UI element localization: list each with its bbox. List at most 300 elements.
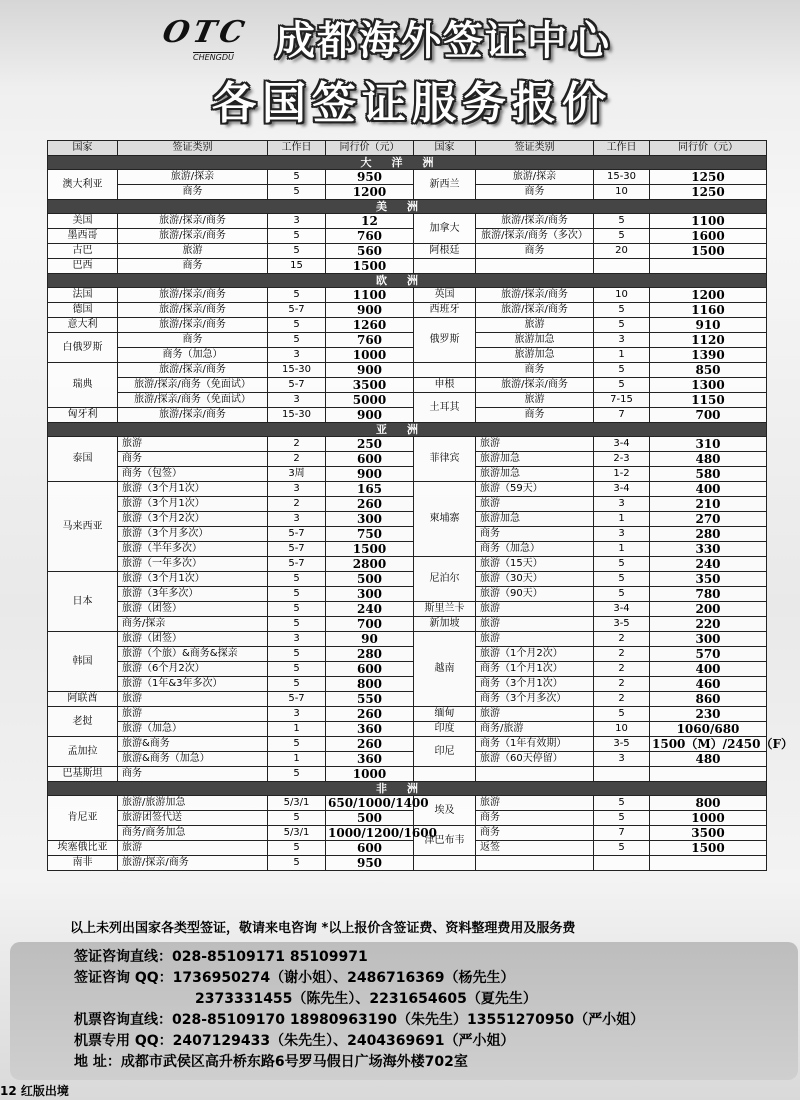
price-cell: 500 [326, 572, 414, 587]
country-cell: 美国 [48, 214, 118, 229]
visa-type-cell: 商务 [118, 452, 268, 467]
table-row [48, 796, 767, 811]
country-cell [414, 259, 476, 274]
price-cell: 780 [650, 587, 767, 602]
workdays-cell: 15-30 [268, 363, 326, 378]
workdays-cell: 3 [268, 348, 326, 363]
region-row-africa [48, 782, 767, 796]
price-cell: 650/1000/1400 [326, 796, 414, 811]
country-cell: 菲律宾 [414, 437, 476, 482]
otc-logo [159, 15, 258, 62]
price-cell: 240 [326, 602, 414, 617]
price-cell: 700 [650, 408, 767, 423]
country-cell: 意大利 [48, 318, 118, 333]
country-cell [414, 856, 476, 871]
page-footer: 12 红版出境 [0, 1084, 69, 1098]
workdays-cell [594, 856, 650, 871]
visa-type-cell: 商务 [476, 527, 594, 542]
region-label: 非洲 [48, 782, 767, 796]
country-cell: 缅甸 [414, 707, 476, 722]
visa-type-cell: 商务/商务加急 [118, 826, 268, 841]
workdays-cell: 5 [268, 677, 326, 692]
visa-type-cell: 旅游/探亲/商务 [118, 214, 268, 229]
table-row [48, 185, 767, 200]
price-cell: 1120 [650, 333, 767, 348]
price-cell: 330 [650, 542, 767, 557]
price-cell: 1160 [650, 303, 767, 318]
workdays-cell: 5-7 [268, 378, 326, 393]
workdays-cell: 5 [268, 185, 326, 200]
visa-type-cell: 旅游团签代送 [118, 811, 268, 826]
country-cell: 西班牙 [414, 303, 476, 318]
country-cell: 新西兰 [414, 170, 476, 200]
visa-type-cell: 旅游/探亲/商务 [118, 408, 268, 423]
table-row [48, 348, 767, 363]
price-cell: 1200 [650, 288, 767, 303]
visa-type-cell: 旅游（1年&3年多次） [118, 677, 268, 692]
price-cell: 550 [326, 692, 414, 707]
region-label: 大洋洲 [48, 156, 767, 170]
price-cell [650, 767, 767, 782]
price-cell: 900 [326, 467, 414, 482]
visa-type-cell: 旅游/旅游加急 [118, 796, 268, 811]
country-cell: 津巴布韦 [414, 826, 476, 856]
price-cell: 300 [326, 512, 414, 527]
price-cell: 230 [650, 707, 767, 722]
price-cell: 210 [650, 497, 767, 512]
logo-text: OTC [159, 15, 252, 50]
table-row [48, 318, 767, 333]
visa-qq-more: 2373331455（陈先生）、2231654605（夏先生） [195, 991, 537, 1007]
header-price: 同行价（元） [326, 141, 414, 156]
visa-type-cell: 商务（加急） [476, 542, 594, 557]
visa-type-cell: 旅游（加急） [118, 722, 268, 737]
workdays-cell: 3 [594, 333, 650, 348]
price-cell: 1600 [650, 229, 767, 244]
visa-type-cell: 商务（3个月1次） [476, 677, 594, 692]
header-visa-type: 签证类别 [118, 141, 268, 156]
price-cell: 240 [650, 557, 767, 572]
workdays-cell: 2 [594, 677, 650, 692]
table-row [48, 333, 767, 348]
workdays-cell: 10 [594, 288, 650, 303]
workdays-cell: 5 [268, 662, 326, 677]
visa-type-cell: 商务 [476, 826, 594, 841]
table-row [48, 288, 767, 303]
table-row [48, 692, 767, 707]
visa-type-cell: 旅游（团签） [118, 602, 268, 617]
workdays-cell: 5 [594, 811, 650, 826]
country-cell: 巴基斯坦 [48, 767, 118, 782]
workdays-cell: 2 [268, 452, 326, 467]
workdays-cell: 1 [594, 542, 650, 557]
visa-type-cell: 旅游（15天） [476, 557, 594, 572]
visa-type-cell: 旅游 [476, 602, 594, 617]
table-row [48, 557, 767, 572]
visa-type-cell: 旅游 [476, 318, 594, 333]
workdays-cell: 1 [594, 348, 650, 363]
workdays-cell: 3-4 [594, 437, 650, 452]
country-cell: 瑞典 [48, 363, 118, 408]
region-row-america [48, 200, 767, 214]
table-row [48, 647, 767, 662]
visa-type-cell [476, 856, 594, 871]
workdays-cell: 5 [594, 229, 650, 244]
visa-type-cell: 旅游 [118, 707, 268, 722]
table-row [48, 259, 767, 274]
price-cell: 600 [326, 841, 414, 856]
price-cell: 1500 [326, 542, 414, 557]
workdays-cell: 3 [268, 707, 326, 722]
table-row [48, 602, 767, 617]
price-cell: 260 [326, 707, 414, 722]
workdays-cell: 5 [268, 318, 326, 333]
workdays-cell: 3 [268, 482, 326, 497]
country-cell: 申根 [414, 378, 476, 393]
table-row [48, 229, 767, 244]
visa-type-cell: 旅游/探亲/商务 [476, 378, 594, 393]
workdays-cell: 5 [268, 572, 326, 587]
country-cell: 泰国 [48, 437, 118, 482]
visa-type-cell: 旅游/探亲 [476, 170, 594, 185]
visa-type-cell: 旅游/探亲/商务 [118, 363, 268, 378]
workdays-cell: 2-3 [594, 452, 650, 467]
visa-type-cell: 旅游 [118, 244, 268, 259]
visa-type-cell: 旅游加急 [476, 333, 594, 348]
workdays-cell: 5 [268, 333, 326, 348]
visa-type-cell: 旅游/探亲/商务（免面试） [118, 378, 268, 393]
price-cell: 910 [650, 318, 767, 333]
price-cell: 460 [650, 677, 767, 692]
workdays-cell: 3 [594, 752, 650, 767]
ticket-hotline: 机票咨询直线：028-85109170 18980963190（朱先生）13551270950（严小姐） [74, 1012, 645, 1028]
workdays-cell: 5 [594, 796, 650, 811]
price-cell: 3500 [326, 378, 414, 393]
price-note: 以上未列出国家各类型签证，敬请来电咨询 *以上报价含签证费、资料整理费用及服务费 [70, 921, 576, 936]
visa-type-cell: 商务（1年有效期） [476, 737, 594, 752]
price-cell: 260 [326, 497, 414, 512]
visa-type-cell: 商务 [118, 333, 268, 348]
visa-type-cell: 旅游（3个月2次） [118, 512, 268, 527]
workdays-cell: 5 [268, 647, 326, 662]
workdays-cell: 1-2 [594, 467, 650, 482]
visa-type-cell: 旅游加急 [476, 467, 594, 482]
workdays-cell: 3 [268, 214, 326, 229]
price-cell: 310 [650, 437, 767, 452]
workdays-cell: 5 [268, 617, 326, 632]
visa-type-cell: 旅游（90天） [476, 587, 594, 602]
visa-type-cell: 旅游 [476, 497, 594, 512]
price-cell [650, 259, 767, 274]
country-cell: 古巴 [48, 244, 118, 259]
price-cell [650, 856, 767, 871]
price-cell: 800 [650, 796, 767, 811]
price-cell: 90 [326, 632, 414, 647]
visa-type-cell: 旅游加急 [476, 512, 594, 527]
visa-type-cell: 旅游 [118, 841, 268, 856]
visa-type-cell: 商务 [476, 363, 594, 378]
workdays-cell: 5-7 [268, 527, 326, 542]
visa-type-cell: 返签 [476, 841, 594, 856]
price-cell: 400 [650, 662, 767, 677]
country-cell: 德国 [48, 303, 118, 318]
visa-type-cell: 旅游/探亲/商务 [118, 303, 268, 318]
price-cell: 480 [650, 752, 767, 767]
header-price: 同行价（元） [650, 141, 767, 156]
country-cell: 加拿大 [414, 214, 476, 244]
price-cell: 1000 [650, 811, 767, 826]
workdays-cell: 5-7 [268, 303, 326, 318]
workdays-cell: 5-7 [268, 692, 326, 707]
visa-type-cell: 商务 [118, 185, 268, 200]
workdays-cell: 1 [594, 512, 650, 527]
workdays-cell: 2 [594, 692, 650, 707]
visa-type-cell: 旅游/探亲/商务 [118, 856, 268, 871]
price-cell: 1250 [650, 185, 767, 200]
workdays-cell: 2 [268, 437, 326, 452]
price-cell: 700 [326, 617, 414, 632]
price-cell: 270 [650, 512, 767, 527]
price-cell: 1390 [650, 348, 767, 363]
price-cell: 950 [326, 856, 414, 871]
visa-type-cell: 旅游 [476, 437, 594, 452]
visa-type-cell: 商务 [118, 767, 268, 782]
visa-type-cell: 旅游 [476, 617, 594, 632]
price-cell: 280 [650, 527, 767, 542]
table-row [48, 378, 767, 393]
table-row [48, 632, 767, 647]
workdays-cell: 5 [268, 229, 326, 244]
price-table [47, 140, 793, 871]
contact-panel [10, 942, 798, 1080]
country-cell: 越南 [414, 632, 476, 707]
price-cell: 950 [326, 170, 414, 185]
visa-type-cell: 旅游（一年多次） [118, 557, 268, 572]
price-cell: 3500 [650, 826, 767, 841]
price-cell: 5000 [326, 393, 414, 408]
workdays-cell: 7 [594, 408, 650, 423]
price-cell: 400 [650, 482, 767, 497]
price-cell: 1500 [650, 244, 767, 259]
country-cell: 柬埔寨 [414, 482, 476, 557]
workdays-cell: 3-4 [594, 602, 650, 617]
table-row [48, 437, 767, 452]
workdays-cell: 3-5 [594, 617, 650, 632]
visa-type-cell: 商务（包签） [118, 467, 268, 482]
visa-type-cell: 旅游 [118, 692, 268, 707]
workdays-cell: 5 [594, 378, 650, 393]
price-cell: 1100 [326, 288, 414, 303]
visa-type-cell: 商务（1个月1次） [476, 662, 594, 677]
table-row [48, 482, 767, 497]
visa-type-cell: 旅游 [476, 707, 594, 722]
workdays-cell: 5 [268, 602, 326, 617]
country-cell: 土耳其 [414, 393, 476, 423]
workdays-cell [594, 767, 650, 782]
price-cell: 760 [326, 229, 414, 244]
price-cell: 750 [326, 527, 414, 542]
visa-qq: 签证咨询 QQ：1736950274（谢小姐）、2486716369（杨先生） [74, 970, 515, 986]
workdays-cell: 5 [594, 214, 650, 229]
visa-type-cell: 商务（3个月多次） [476, 692, 594, 707]
visa-type-cell: 旅游（3个月1次） [118, 497, 268, 512]
price-cell: 900 [326, 363, 414, 378]
region-row-europe [48, 274, 767, 288]
table-row [48, 722, 767, 737]
table-row [48, 752, 767, 767]
visa-type-cell [476, 767, 594, 782]
price-cell: 800 [326, 677, 414, 692]
workdays-cell: 5/3/1 [268, 796, 326, 811]
visa-type-cell: 商务 [476, 811, 594, 826]
country-cell [414, 767, 476, 782]
country-cell: 埃及 [414, 796, 476, 826]
table-header-row [48, 141, 767, 156]
workdays-cell: 1 [268, 722, 326, 737]
visa-type-cell: 商务（加急） [118, 348, 268, 363]
workdays-cell: 5 [594, 557, 650, 572]
workdays-cell: 3周 [268, 467, 326, 482]
country-cell: 匈牙利 [48, 408, 118, 423]
visa-type-cell: 旅游/探亲/商务（多次） [476, 229, 594, 244]
workdays-cell: 3-4 [594, 482, 650, 497]
price-cell: 350 [650, 572, 767, 587]
country-cell: 老挝 [48, 707, 118, 737]
table-row [48, 244, 767, 259]
price-cell: 1250 [650, 170, 767, 185]
country-cell [414, 363, 476, 378]
country-cell: 韩国 [48, 632, 118, 692]
country-cell: 法国 [48, 288, 118, 303]
visa-type-cell: 旅游/探亲/商务 [476, 214, 594, 229]
visa-type-cell: 商务 [476, 408, 594, 423]
visa-type-cell: 旅游加急 [476, 452, 594, 467]
table-row [48, 811, 767, 826]
visa-type-cell: 旅游 [476, 796, 594, 811]
workdays-cell: 7-15 [594, 393, 650, 408]
price-cell: 600 [326, 662, 414, 677]
visa-type-cell: 商务 [476, 244, 594, 259]
workdays-cell: 5 [594, 587, 650, 602]
header-workdays: 工作日 [594, 141, 650, 156]
workdays-cell: 5 [594, 303, 650, 318]
workdays-cell: 5 [268, 288, 326, 303]
visa-type-cell: 商务 [476, 185, 594, 200]
workdays-cell: 2 [594, 632, 650, 647]
price-cell: 860 [650, 692, 767, 707]
table-row [48, 617, 767, 632]
country-cell: 孟加拉 [48, 737, 118, 767]
workdays-cell: 15 [268, 259, 326, 274]
visa-type-cell: 旅游（3个月1次） [118, 482, 268, 497]
price-cell: 570 [650, 647, 767, 662]
table-row [48, 467, 767, 482]
country-cell: 日本 [48, 572, 118, 632]
logo-subtext: CHENGDU [193, 53, 234, 62]
price-cell: 850 [650, 363, 767, 378]
price-cell: 1060/680 [650, 722, 767, 737]
visa-type-cell: 旅游/探亲/商务（免面试） [118, 393, 268, 408]
table-row [48, 677, 767, 692]
workdays-cell: 3-5 [594, 737, 650, 752]
header-workdays: 工作日 [268, 141, 326, 156]
country-cell: 尼泊尔 [414, 557, 476, 602]
country-cell: 澳大利亚 [48, 170, 118, 200]
country-cell: 英国 [414, 288, 476, 303]
workdays-cell: 5/3/1 [268, 826, 326, 841]
workdays-cell: 3 [594, 527, 650, 542]
workdays-cell: 15-30 [268, 408, 326, 423]
table-row [48, 170, 767, 185]
visa-type-cell: 旅游/探亲 [118, 170, 268, 185]
visa-hotline: 签证咨询直线：028-85109171 85109971 [74, 949, 368, 965]
country-cell: 南非 [48, 856, 118, 871]
visa-type-cell: 旅游（团签） [118, 632, 268, 647]
workdays-cell: 5-7 [268, 542, 326, 557]
workdays-cell: 5 [594, 318, 650, 333]
price-cell: 12 [326, 214, 414, 229]
visa-type-cell: 旅游（3个月1次） [118, 572, 268, 587]
price-cell: 900 [326, 303, 414, 318]
visa-type-cell: 旅游&商务 [118, 737, 268, 752]
price-cell: 1200 [326, 185, 414, 200]
visa-type-cell: 旅游（30天） [476, 572, 594, 587]
workdays-cell [594, 259, 650, 274]
visa-type-cell: 商务/探亲 [118, 617, 268, 632]
address: 地 址：成都市武侯区高升桥东路6号罗马假日广场海外楼702室 [74, 1054, 468, 1070]
price-cell: 600 [326, 452, 414, 467]
workdays-cell: 5 [268, 856, 326, 871]
workdays-cell: 5 [268, 587, 326, 602]
workdays-cell: 5 [268, 767, 326, 782]
visa-type-cell: 旅游/探亲/商务 [118, 288, 268, 303]
table-row [48, 452, 767, 467]
table-row [48, 841, 767, 856]
visa-type-cell: 旅游（半年多次） [118, 542, 268, 557]
table-row [48, 393, 767, 408]
price-cell: 760 [326, 333, 414, 348]
workdays-cell: 5 [594, 707, 650, 722]
table-row [48, 856, 767, 871]
table-row [48, 303, 767, 318]
workdays-cell: 5 [594, 572, 650, 587]
table-row [48, 527, 767, 542]
visa-type-cell: 旅游（59天） [476, 482, 594, 497]
visa-type-cell: 商务 [118, 259, 268, 274]
country-cell: 斯里兰卡 [414, 602, 476, 617]
price-cell: 1000/1200/1600 [326, 826, 414, 841]
region-row-asia [48, 423, 767, 437]
visa-type-cell: 旅游 [118, 437, 268, 452]
workdays-cell: 2 [268, 497, 326, 512]
workdays-cell: 3 [594, 497, 650, 512]
region-label: 欧洲 [48, 274, 767, 288]
workdays-cell: 2 [594, 662, 650, 677]
price-cell: 1100 [650, 214, 767, 229]
visa-type-cell: 旅游/探亲/商务 [118, 229, 268, 244]
table-row [48, 737, 767, 752]
table-row [48, 408, 767, 423]
price-cell: 500 [326, 811, 414, 826]
header-visa-type: 签证类别 [476, 141, 594, 156]
price-cell: 300 [650, 632, 767, 647]
workdays-cell: 5 [268, 841, 326, 856]
visa-type-cell: 旅游（个旅）&商务&探亲 [118, 647, 268, 662]
workdays-cell: 15-30 [594, 170, 650, 185]
table-row [48, 572, 767, 587]
price-cell: 900 [326, 408, 414, 423]
price-cell: 250 [326, 437, 414, 452]
